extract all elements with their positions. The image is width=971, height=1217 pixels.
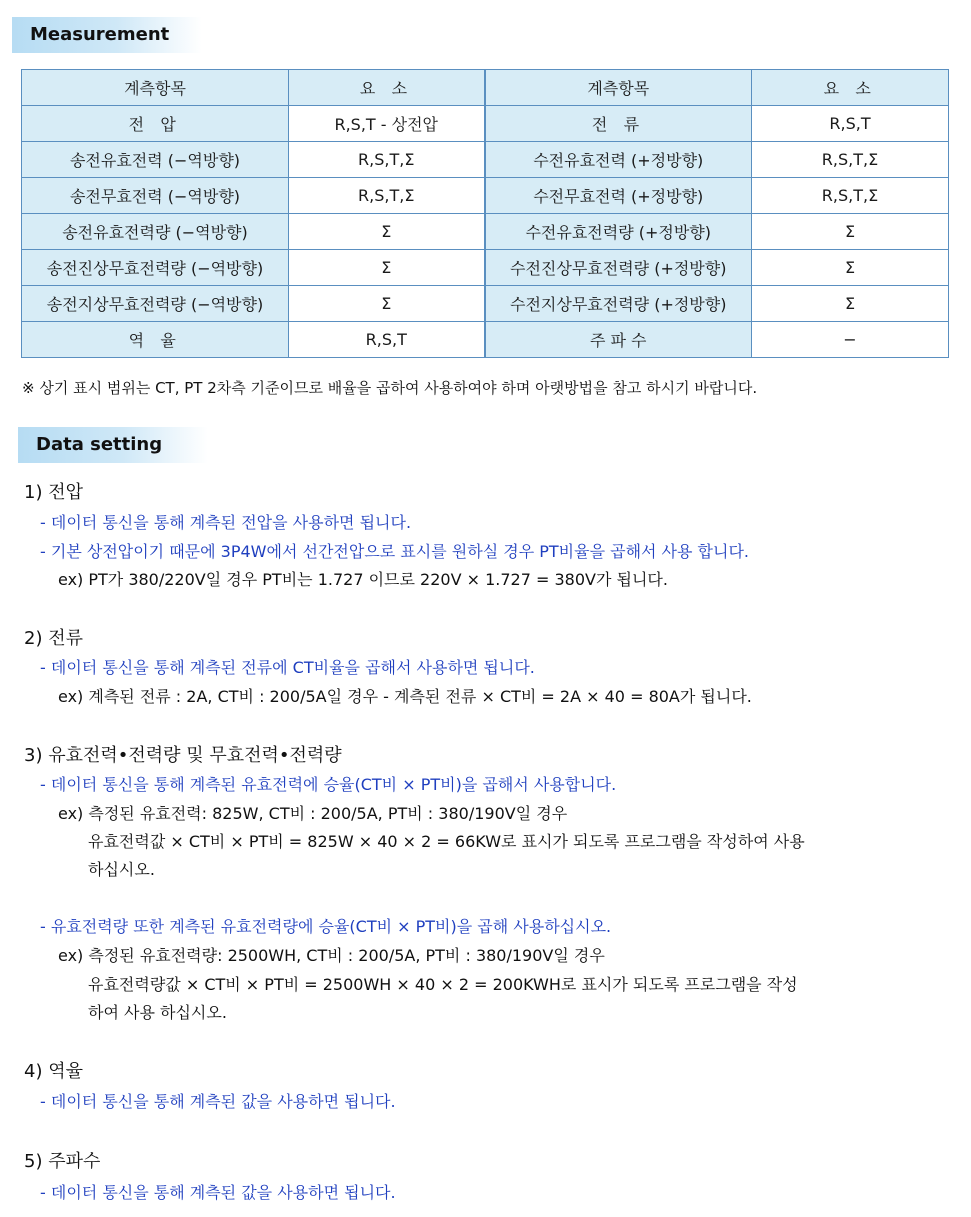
current-bullet-1: - 데이터 통신을 통해 계측된 전류에 CT비율을 곱해서 사용하면 됩니다. [40,658,535,677]
data-setting-section-title: Data setting [18,427,208,463]
current-example: ex) 계측된 전류 : 2A, CT비 : 200/5A일 경우 - 계측된 전류 × CT비 = 2A × 40 = 80A가 됩니다. [58,687,752,706]
row-item-right: 주 파 수 [485,322,752,358]
power-example-1-line-2: 유효전력값 × CT비 × PT비 = 825W × 40 × 2 = 66KW로 표시가 되도록 프로그램을 작성하여 사용 [88,832,805,851]
power-example-1: ex) 측정된 유효전력: 825W, CT비 : 200/5A, PT비 : 380/190V일 경우 [58,804,568,823]
row-element-left: Σ [289,286,485,322]
table-row [22,286,949,322]
frequency-bullet-1: - 데이터 통신을 통해 계측된 값을 사용하면 됩니다. [40,1183,396,1202]
row-element-left: R,S,T [289,322,485,358]
table-row [22,178,949,214]
row-element-left: R,S,T,Σ [289,142,485,178]
voltage-bullet-1: - 데이터 통신을 통해 계측된 전압을 사용하면 됩니다. [40,513,412,532]
header-element-left: 요 소 [289,70,485,106]
power-example-2-line-3: 하여 사용 하십시오. [88,1003,227,1022]
measurement-table [21,69,949,358]
table-row [22,250,949,286]
table-row [22,322,949,358]
row-item-right: 수전무효전력 (+정방향) [485,178,752,214]
row-item-left: 송전진상무효전력량 (−역방향) [22,250,289,286]
row-element-right: R,S,T,Σ [752,178,949,214]
current-heading: 2) 전류 [24,628,83,649]
power-example-1-line-3: 하십시오. [88,860,155,879]
row-element-left: Σ [289,214,485,250]
voltage-heading: 1) 전압 [24,482,83,503]
table-header-row [22,70,949,106]
measurement-section-title: Measurement [12,17,202,53]
row-item-right: 수전유효전력량 (+정방향) [485,214,752,250]
row-item-right: 수전지상무효전력량 (+정방향) [485,286,752,322]
row-element-right: R,S,T [752,106,949,142]
power-bullet-1: - 데이터 통신을 통해 계측된 유효전력에 승율(CT비 × PT비)을 곱해서 사용합니다. [40,775,617,794]
row-element-left: R,S,T,Σ [289,178,485,214]
row-item-right: 전 류 [485,106,752,142]
power-factor-heading: 4) 역율 [24,1061,83,1082]
row-element-left: Σ [289,250,485,286]
power-heading: 3) 유효전력•전력량 및 무효전력•전력량 [24,745,342,766]
row-element-right: Σ [752,250,949,286]
row-item-left: 송전유효전력 (−역방향) [22,142,289,178]
table-row [22,106,949,142]
row-item-left: 송전무효전력 (−역방향) [22,178,289,214]
header-item-left: 계측항목 [22,70,289,106]
table-row [22,142,949,178]
row-item-left: 전 압 [22,106,289,142]
measurement-note: ※ 상기 표시 범위는 CT, PT 2차측 기준이므로 배율을 곱하여 사용하여야 하며 아랫방법을 참고 하시기 바랍니다. [22,379,758,397]
power-example-2: ex) 측정된 유효전력량: 2500WH, CT비 : 200/5A, PT비 : 380/190V일 경우 [58,946,605,965]
row-element-right: Σ [752,286,949,322]
row-item-right: 수전진상무효전력량 (+정방향) [485,250,752,286]
row-item-left: 송전지상무효전력량 (−역방향) [22,286,289,322]
power-bullet-2: - 유효전력량 또한 계측된 유효전력량에 승율(CT비 × PT비)을 곱해 사용하십시오. [40,917,612,936]
power-factor-bullet-1: - 데이터 통신을 통해 계측된 값을 사용하면 됩니다. [40,1092,396,1111]
header-item-right: 계측항목 [485,70,752,106]
row-element-left: R,S,T - 상전압 [289,106,485,142]
row-element-right: Σ [752,214,949,250]
header-element-right: 요 소 [752,70,949,106]
voltage-example: ex) PT가 380/220V일 경우 PT비는 1.727 이므로 220V × 1.727 = 380V가 됩니다. [58,570,668,589]
voltage-bullet-2: - 기본 상전압이기 때문에 3P4W에서 선간전압으로 표시를 원하실 경우 PT비율을 곱해서 사용 합니다. [40,542,750,561]
power-example-2-line-2: 유효전력량값 × CT비 × PT비 = 2500WH × 40 × 2 = 200KWH로 표시가 되도록 프로그램을 작성 [88,975,798,994]
table-row [22,214,949,250]
row-item-left: 송전유효전력량 (−역방향) [22,214,289,250]
frequency-heading: 5) 주파수 [24,1151,101,1172]
row-item-right: 수전유효전력 (+정방향) [485,142,752,178]
row-element-right: R,S,T,Σ [752,142,949,178]
row-element-right: − [752,322,949,358]
row-item-left: 역 율 [22,322,289,358]
